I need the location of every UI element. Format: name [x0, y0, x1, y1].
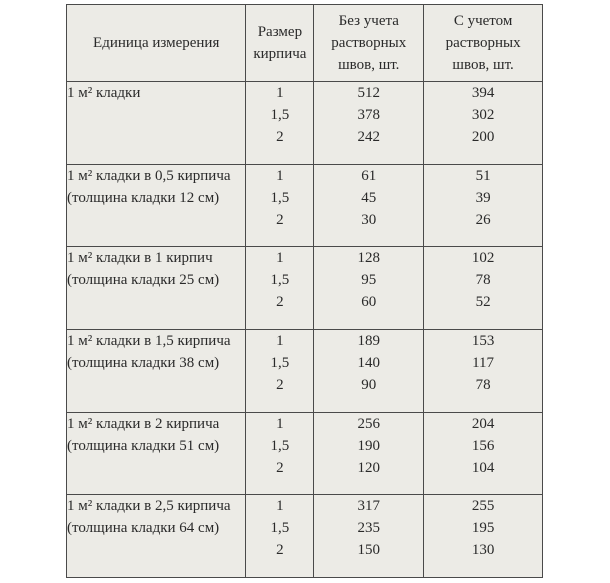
unit-cell: 1 м² кладки в 1,5 кирпича (толщина кладки 38 см) [67, 329, 246, 412]
table-row [67, 82, 543, 165]
unit-cell: 1 м² кладки в 2,5 кирпича (толщина кладки 64 см) [67, 495, 246, 578]
table-row [67, 329, 543, 412]
without-seams-cell: 512 378 242 [314, 82, 424, 165]
with-seams-cell: 153 117 78 [424, 329, 543, 412]
unit-cell: 1 м² кладки в 2 кирпича (толщина кладки 51 см) [67, 412, 246, 495]
header-without-seams: Без учета растворных швов, шт. [314, 5, 424, 82]
size-cell: 1 1,5 2 [246, 495, 314, 578]
table-row [67, 495, 543, 578]
with-seams-cell: 394 302 200 [424, 82, 543, 165]
with-seams-cell: 51 39 26 [424, 164, 543, 247]
size-cell: 1 1,5 2 [246, 329, 314, 412]
size-cell: 1 1,5 2 [246, 164, 314, 247]
table-row [67, 412, 543, 495]
without-seams-cell: 61 45 30 [314, 164, 424, 247]
with-seams-cell: 102 78 52 [424, 247, 543, 330]
unit-cell: 1 м² кладки в 0,5 кирпича (толщина кладки 12 см) [67, 164, 246, 247]
table-row [67, 164, 543, 247]
with-seams-cell: 204 156 104 [424, 412, 543, 495]
unit-cell: 1 м² кладки в 1 кирпич (толщина кладки 25 см) [67, 247, 246, 330]
header-row [67, 5, 543, 82]
table-row [67, 247, 543, 330]
size-cell: 1 1,5 2 [246, 412, 314, 495]
header-size: Размер кирпича [246, 5, 314, 82]
without-seams-cell: 256 190 120 [314, 412, 424, 495]
size-cell: 1 1,5 2 [246, 247, 314, 330]
brick-consumption-table [66, 4, 543, 578]
unit-cell: 1 м² кладки [67, 82, 246, 165]
header-unit: Единица измерения [67, 5, 246, 82]
without-seams-cell: 317 235 150 [314, 495, 424, 578]
with-seams-cell: 255 195 130 [424, 495, 543, 578]
header-with-seams: С учетом растворных швов, шт. [424, 5, 543, 82]
without-seams-cell: 128 95 60 [314, 247, 424, 330]
without-seams-cell: 189 140 90 [314, 329, 424, 412]
size-cell: 1 1,5 2 [246, 82, 314, 165]
